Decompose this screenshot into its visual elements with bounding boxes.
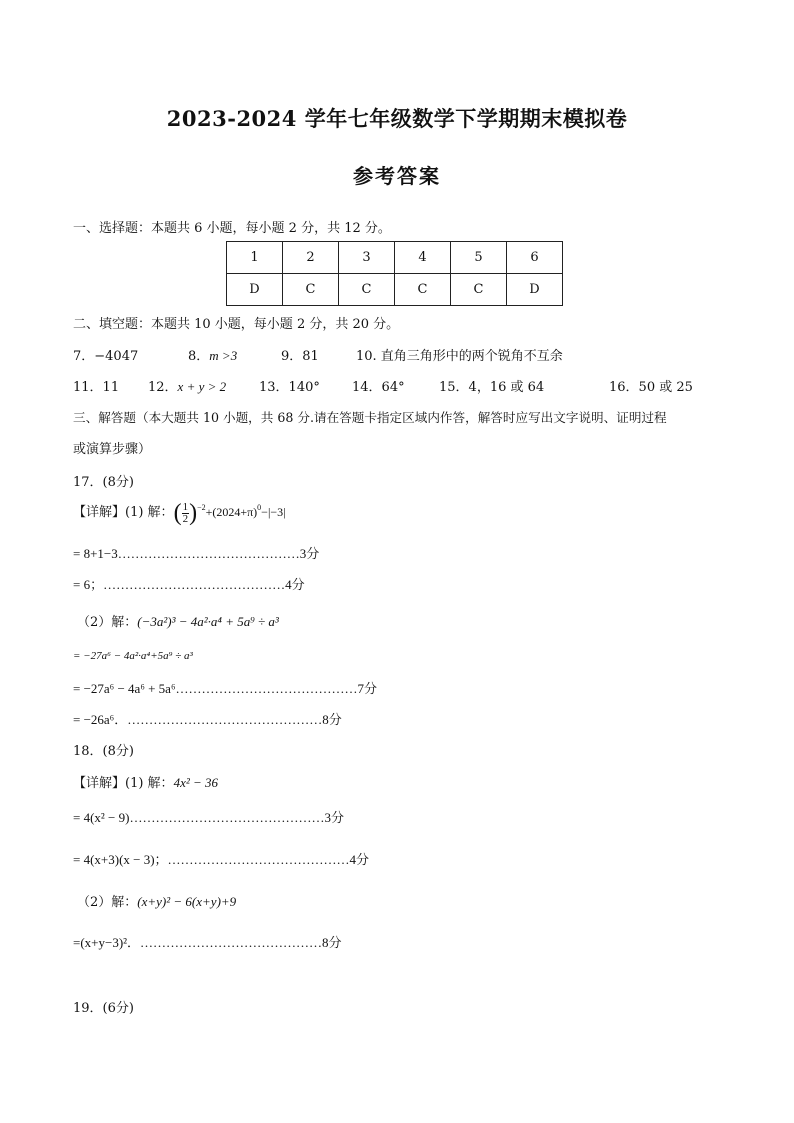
answer-table-answer-row [227,274,563,306]
fraction-numerator: 1 [182,500,189,513]
section3-heading-line2: 或演算步骤） [73,442,152,457]
table-cell: D [227,274,283,306]
table-cell: C [283,274,339,306]
table-cell: 3 [339,242,395,274]
q18-step2: = 4(x+3)(x − 3)；……………………………………4分 [73,852,370,867]
answer-table [226,241,563,306]
answer-q10: 10. 直角三角形中的两个锐角不互余 [356,349,563,364]
q17-part1 [73,500,286,527]
q18-part2 [77,891,236,910]
q18-detail-label: 【详解】(1) 解： [73,776,174,791]
answer-q12 [148,376,226,395]
answer-q16: 16．50 或 25 [609,380,693,395]
table-cell: 5 [451,242,507,274]
answer-q14: 14．64° [352,380,405,395]
q17-label: 17．(8分) [73,475,134,490]
exponent: 0 [257,503,262,512]
fraction-one-half [182,502,190,525]
page-subtitle: 参考答案 [353,164,441,188]
q18-step1: = 4(x² − 9)………………………………………3分 [73,810,344,825]
answer-q9: 9．81 [281,349,319,364]
answer-q12-label: 12． [148,380,178,395]
answer-q8 [188,345,237,364]
table-cell: C [339,274,395,306]
q17-expr-end: −|−3| [261,505,286,519]
section3-heading-line1: 三、解答题（本大题共 10 小题，共 68 分.请在答题卡指定区域内作答，解答时应写出文字说明、证明过程 [73,410,667,425]
q18-part2-expr: (x+y)² − 6(x+y)+9 [137,894,237,909]
q17-part2-expr: (−3a²)³ − 4a²·a⁴ + 5a⁹ ÷ a³ [137,614,279,629]
q17-detail-label: 【详解】(1) 解： [73,505,174,520]
q17-step5: = −26a⁶．………………………………………8分 [73,712,342,727]
section2-heading: 二、填空题：本题共 10 小题，每小题 2 分，共 20 分。 [73,317,400,332]
paren-open: ( [173,500,182,526]
answer-q7: 7．−4047 [73,349,139,364]
q18-part1 [73,772,218,791]
page-title: 2023-2024 学年七年级数学下学期期末模拟卷 [166,106,628,131]
table-cell: D [507,274,563,306]
answer-q8-expr: m >3 [209,348,238,363]
q17-part2-label: （2）解： [77,615,138,630]
q17-step3: = −27a⁶ − 4a²·a⁴+5a⁹ ÷ a³ [73,650,193,662]
answer-q15: 15．4，16 或 64 [439,380,545,395]
table-cell: 1 [227,242,283,274]
table-cell: 2 [283,242,339,274]
q17-part2 [77,611,279,630]
q18-step3: =(x+y−3)²．……………………………………8分 [73,935,342,950]
table-cell: C [451,274,507,306]
fraction-denominator: 2 [182,512,189,525]
q17-step4: = −27a⁶ − 4a⁶ + 5a⁶……………………………………7分 [73,681,377,696]
table-cell: 4 [395,242,451,274]
table-cell: 6 [507,242,563,274]
answer-table-number-row [227,242,563,274]
answer-q11: 11．11 [73,380,120,395]
answer-q13: 13．140° [259,380,320,395]
exponent: −2 [197,503,206,512]
q18-part2-label: （2）解： [77,895,138,910]
q17-step2: = 6；……………………………………4分 [73,577,305,592]
answer-q8-label: 8． [188,349,210,364]
paren-close: ) [189,500,198,526]
q18-label: 18．(8分) [73,744,134,759]
table-cell: C [395,274,451,306]
q18-expr1: 4x² − 36 [173,775,219,790]
q17-step1: = 8+1−3……………………………………3分 [73,546,320,561]
answer-q12-expr: x + y > 2 [177,379,227,394]
section1-heading: 一、选择题：本题共 6 小题，每小题 2 分，共 12 分。 [73,221,391,236]
q19-label: 19．(6分) [73,1001,134,1016]
q17-expr-tail: +(2024+π) [205,505,258,519]
